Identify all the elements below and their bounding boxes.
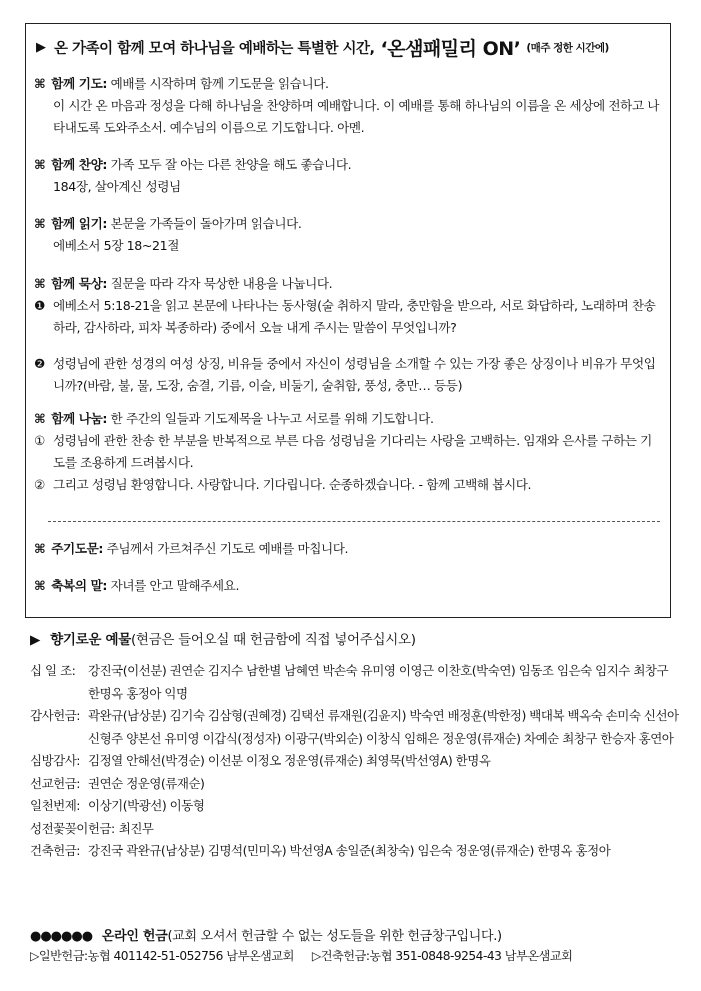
offering-names: 권연순 정운영(류재순) <box>88 775 205 791</box>
offering-names: 강진국 곽완규(남상분) 김명석(민미옥) 박선영A 송일준(최창숙) 임은숙 정운영(류재순) 한명옥 홍정아 <box>88 843 611 858</box>
offering-names: 강진국(이선분) 권연순 김지수 남한별 남혜연 박손숙 유미영 이영근 이찬호(박숙연) 임동조 임은숙 임지수 최창구 한명옥 홍정아 익명 <box>88 663 669 701</box>
offering-row <box>30 750 680 773</box>
section-prayer <box>34 73 662 139</box>
header-brand: ‘온샘패밀리 ON’ <box>380 37 521 60</box>
offering-names: 김정열 안해선(박경순) 이선분 이정오 정운영(류재순) 최영묵(박선영A) 한명옥 <box>88 753 491 768</box>
offering-list <box>30 660 680 863</box>
section-lords-prayer <box>34 538 662 560</box>
command-icon: ⌘ <box>34 578 46 593</box>
circled-1-icon: ① <box>34 433 45 448</box>
offering-note: (현금은 들어오실 때 헌금함에 직접 넣어주십시오) <box>130 632 416 648</box>
offering-type: 일천번제: <box>30 798 81 813</box>
account-list <box>30 947 590 964</box>
offering-row <box>30 705 680 750</box>
section-label: 축복의 말: <box>51 578 107 593</box>
section-label: 함께 묵상: <box>51 276 107 291</box>
section-blessing <box>34 575 662 597</box>
building-account: ▷건축헌금:농협 351-0848-9254-43 남부온샘교회 <box>311 949 573 963</box>
header-title: 온 가족이 함께 모여 하나님을 예배하는 특별한 시간, <box>54 40 375 57</box>
offering-names: 이상기(박광선) 이동형 <box>88 798 205 813</box>
section-desc: 질문을 따라 각자 묵상한 내용을 나눕니다. <box>106 276 333 291</box>
question-text: 에베소서 5:18-21을 읽고 본문에 나타나는 동사형(술 취하지 말라, 충만함을 받으라, 서로 화답하라, 노래하며 찬송하라, 감사하라, 피차 복종하라) 중에서 오늘 내게 주시는 말씀이 무엇입니까? <box>53 298 656 335</box>
online-title: 온라인 헌금 <box>101 929 168 944</box>
sharing-text: 그리고 성령님 환영합니다. 사랑합니다. 기다립니다. 순종하겠습니다. - 함께 고백해 봅시다. <box>53 477 532 492</box>
section-reading <box>34 213 662 257</box>
section-desc: 예배를 시작하며 함께 기도문을 읽습니다. <box>106 76 329 91</box>
number-1-icon: ❶ <box>34 298 45 313</box>
section-desc: 한 주간의 일들과 기도제목을 나누고 서로를 위해 기도합니다. <box>106 411 434 426</box>
offering-type: 선교헌금: <box>30 775 81 791</box>
sharing-item-2 <box>34 474 662 496</box>
section-praise <box>34 154 662 198</box>
section-meditation <box>34 273 662 397</box>
dots-icon: ●●●●●● <box>30 929 93 944</box>
general-account: ▷일반헌금:농협 401142-51-052756 남부온샘교회 <box>30 949 294 963</box>
dashed-divider <box>48 521 660 522</box>
sharing-item-1 <box>34 430 662 474</box>
section-label: 함께 나눔: <box>51 411 107 426</box>
prayer-text: 이 시간 온 마음과 정성을 다해 하나님을 찬양하며 예배합니다. 이 예배를 통해 하나님의 이름을 온 세상에 전하고 나타내도록 도와주소서. 예수님의 이름으로 기도합니다. 아멘. <box>53 98 660 135</box>
question-2 <box>34 353 662 397</box>
section-desc: 본문을 가족들이 돌아가며 읽습니다. <box>106 216 302 231</box>
offering-type: 심방감사: <box>30 753 81 768</box>
worship-guide-box <box>25 23 671 618</box>
offering-row <box>30 773 680 796</box>
section-label: 함께 찬양: <box>51 157 107 172</box>
offering-title: 향기로운 예물 <box>50 632 131 648</box>
offering-names: 곽완규(남상분) 김기숙 김삼형(권혜경) 김택선 류재원(김윤지) 박숙연 배정훈(박한정) 백대복 백옥숙 손미숙 신선아 신형주 양본선 유미영 이갑식(정성자) 이광구(박외순) 이창식 임해은 정운영(류재순) 차예순 최창구 한승자 홍연아 <box>88 708 679 746</box>
section-label: 함께 기도: <box>51 76 107 91</box>
offering-type: 성전꽃꽂이헌금: <box>30 820 115 836</box>
section-desc: 가족 모두 잘 아는 다른 찬양을 해도 좋습니다. <box>106 157 352 172</box>
offering-type: 건축헌금: <box>30 843 81 858</box>
command-icon: ⌘ <box>34 411 46 426</box>
section-label: 함께 읽기: <box>51 216 107 231</box>
offering-row <box>30 840 680 863</box>
section-label: 주기도문: <box>51 541 103 556</box>
offering-type: 십 일 조: <box>30 663 76 678</box>
circled-2-icon: ② <box>34 477 45 492</box>
online-offering-header <box>30 925 502 944</box>
scripture-text: 에베소서 5장 18~21절 <box>53 238 180 253</box>
offering-header <box>30 628 416 648</box>
triangle-icon: ▶ <box>30 632 41 648</box>
number-2-icon: ❷ <box>34 356 45 371</box>
offering-row <box>30 795 680 818</box>
question-1 <box>34 295 662 339</box>
worship-guide-header <box>36 34 662 60</box>
section-sharing <box>34 408 662 496</box>
sharing-text: 성령님에 관한 찬송 한 부분을 반복적으로 부른 다음 성령님을 기다리는 사랑을 고백하는. 임재와 은사를 구하는 기도를 조용하게 드려봅시다. <box>53 433 652 470</box>
hymn-text: 184장, 살아계신 성령님 <box>53 179 181 194</box>
offering-row <box>30 818 680 841</box>
header-note: (매주 정한 시간에) <box>526 41 609 54</box>
command-icon: ⌘ <box>34 541 46 556</box>
offering-row <box>30 660 680 705</box>
command-icon: ⌘ <box>34 76 46 91</box>
section-desc: 주님께서 가르쳐주신 기도로 예배를 마칩니다. <box>103 541 349 556</box>
command-icon: ⌘ <box>34 157 46 172</box>
question-text: 성령님에 관한 성경의 여성 상징, 비유들 중에서 자신이 성령님을 소개할 수 있는 가장 좋은 상징이나 비유가 무엇입니까?(바람, 불, 물, 도장, 숨결, 기름, 이슬, 비둘기, 술취함, 풍성, 충만… 등등) <box>53 356 656 393</box>
command-icon: ⌘ <box>34 276 46 291</box>
section-desc: 자녀를 안고 말해주세요. <box>106 578 240 593</box>
command-icon: ⌘ <box>34 216 46 231</box>
online-note: (교회 오셔서 헌금할 수 없는 성도들을 위한 헌금창구입니다.) <box>167 929 502 944</box>
offering-names: 최진무 <box>118 820 154 836</box>
triangle-icon: ▶ <box>36 39 46 55</box>
offering-type: 감사헌금: <box>30 708 81 723</box>
